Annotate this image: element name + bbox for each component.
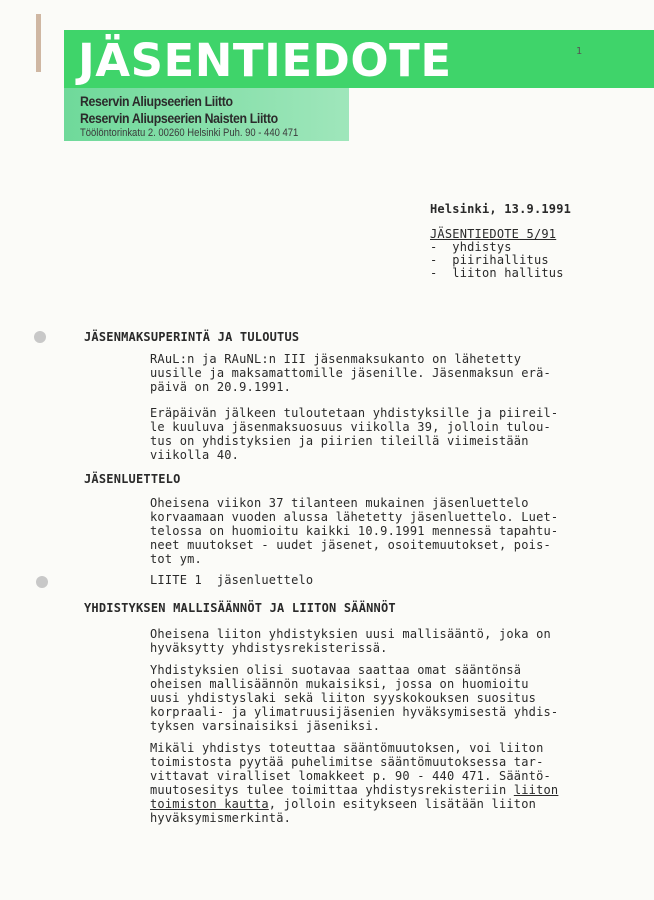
section-heading: JÄSENMAKSUPERINTÄ JA TULOUTUS — [84, 330, 300, 344]
paragraph-line: vittavat viralliset lomakkeet p. 90 - 440 471. Sääntö- — [150, 769, 551, 783]
date-line: Helsinki, 13.9.1991 — [430, 202, 572, 216]
paragraph-line: neet muutokset - uudet jäsenet, osoitemuutokset, pois- — [150, 538, 551, 552]
punch-hole — [34, 331, 46, 343]
paragraph-line: RAuL:n ja RAuNL:n III jäsenmaksukanto on lähetetty — [150, 352, 522, 366]
section-heading: JÄSENLUETTELO — [84, 472, 181, 486]
paragraph-line: uusille ja maksamattomille jäsenille. Jäsenmaksun erä- — [150, 366, 551, 380]
document-title: JÄSENTIEDOTE — [78, 34, 452, 87]
paragraph-line: viikolla 40. — [150, 448, 240, 462]
attachment-line: LIITE 1 jäsenluettelo — [150, 573, 314, 587]
paragraph-text: muutosesitys tulee toimittaa yhdistysrekisteriin — [150, 783, 514, 797]
paragraph-line: telossa on huomioitu kaikki 10.9.1991 mennessä tapahtu- — [150, 524, 559, 538]
recipient-item: - yhdistys — [430, 240, 512, 254]
underlined-text: toimiston kautta — [150, 797, 269, 811]
paragraph-line: Mikäli yhdistys toteuttaa sääntömuutoksen, voi liiton — [150, 741, 544, 755]
paragraph-line: hyväksymismerkintä. — [150, 811, 292, 825]
org-name-1: Reservin Aliupseerien Liitto — [80, 93, 233, 109]
binding-mark — [36, 14, 41, 72]
underlined-text: liiton — [513, 783, 559, 797]
paragraph-line: le kuuluva jäsenmaksuosuus viikolla 39, jolloin tulou- — [150, 420, 551, 434]
recipient-item: - liiton hallitus — [430, 266, 564, 280]
paragraph-line: päivä on 20.9.1991. — [150, 380, 292, 394]
paragraph-line: tus on yhdistyksien ja piirien tileillä viimeistään — [150, 434, 529, 448]
paragraph-line: Oheisena liiton yhdistyksien uusi mallisääntö, joka on — [150, 627, 551, 641]
paragraph-line: korpraali- ja ylimatruusijäsenien hyväksymisestä yhdis- — [150, 705, 559, 719]
punch-hole — [36, 576, 48, 588]
paragraph-line: toimistosta pyytää puhelimitse sääntömuutoksessa tar- — [150, 755, 544, 769]
org-address: Töölöntorinkatu 2. 00260 Helsinki Puh. 90 - 440 471 — [80, 127, 299, 139]
paragraph-line: Eräpäivän jälkeen tuloutetaan yhdistyksille ja piireil- — [150, 406, 559, 420]
paragraph-text: , jolloin esitykseen lisätään liiton — [268, 797, 537, 811]
paragraph-line: korvaamaan vuoden alussa lähetetty jäsenluettelo. Luet- — [150, 510, 559, 524]
paragraph-line: uusi yhdistyslaki sekä liiton syyskokouksen suositus — [150, 691, 537, 705]
org-name-2: Reservin Aliupseerien Naisten Liitto — [80, 110, 278, 126]
paragraph-line — [150, 798, 536, 812]
section-heading: YHDISTYKSEN MALLISÄÄNNÖT JA LIITON SÄÄNNÖT — [84, 601, 396, 615]
recipient-item: - piirihallitus — [430, 253, 549, 267]
page-number: 1 — [576, 46, 583, 57]
paragraph-line: tyksen varsinaisiksi jäseniksi. — [150, 719, 381, 733]
paragraph-line: tot ym. — [150, 552, 202, 566]
paragraph-line: Yhdistyksien olisi suotavaa saattaa omat sääntönsä — [150, 663, 522, 677]
paragraph-line: Oheisena viikon 37 tilanteen mukainen jäsenluettelo — [150, 496, 529, 510]
paragraph-line — [150, 784, 558, 798]
paragraph-line: hyväksytty yhdistysrekisterissä. — [150, 641, 388, 655]
paragraph-line: oheisen mallisäännön mukaisiksi, jossa on huomioitu — [150, 677, 529, 691]
bulletin-id: JÄSENTIEDOTE 5/91 — [430, 227, 557, 241]
